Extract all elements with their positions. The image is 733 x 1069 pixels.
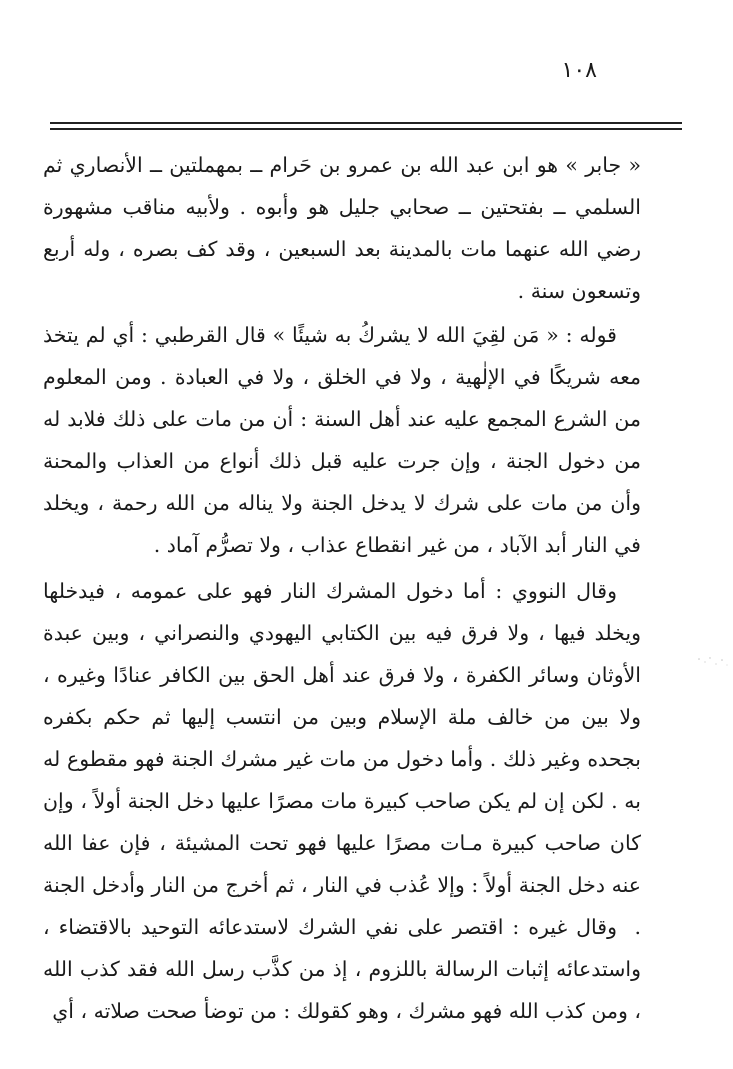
paragraph-text: قوله : « مَن لقِيَ الله لا يشركُ به شيئًا » قال القرطبي : أي لم يتخذ معه شريكًا في الإلٰهية ، ولا في الخلق ، ولا في العبادة . ومن المعلوم من الشرع المجمع عليه عند أهل السنة : أن من مات على ذلك فلابد له من دخول الجنة ، وإن جرت عليه قبل ذلك أنواع من العذاب والمحنة وأن من مات على شرك لا يدخل الجنة ولا يناله من الله رحمة ، ويخلد في النار أبد الآباد ، من غير انقطاع عذاب ، ولا تصرُّم آماد . bbox=[43, 323, 641, 557]
paragraph-text: وقال غيره : اقتصر على نفي الشرك لاستدعائه التوحيد بالاقتضاء ، واستدعائه إثبات الرسالة باللزوم ، إذ من كذَّب رسل الله فقد كذب الله ، ومن كذب الله فهو مشرك ، وهو كقولك : من توضأ صحت صلاته ، أي bbox=[43, 915, 641, 1023]
paragraph-text: « جابر » هو ابن عبد الله بن عمرو بن حَرام ــ بمهملتين ــ الأنصاري ثم السلمي ــ بفتحتين ــ صحابي جليل هو وأبوه . ولأبيه مناقب مشهورة رضي الله عنهما مات بالمدينة بعد السبعين ، وقد كف بصره ، وله أربع وتسعون سنة . bbox=[43, 153, 641, 303]
scan-noise-marks bbox=[695, 653, 731, 671]
page-number: ١٠٨ bbox=[561, 58, 597, 83]
header-rule-top bbox=[50, 122, 682, 124]
paragraph-others bbox=[43, 906, 641, 1032]
paragraph-qurtubi bbox=[43, 314, 641, 566]
header-rule-bottom bbox=[50, 128, 682, 130]
paragraph-nawawi bbox=[43, 570, 641, 948]
paragraph-text: وقال النووي : أما دخول المشرك النار فهو على عمومه ، فيدخلها ويخلد فيها ، ولا فرق فيه بين الكتابي اليهودي والنصراني ، وبين عبدة الأوثان وسائر الكفرة ، ولا فرق عند أهل الحق بين الكافر عنادًا وغيره ، ولا بين من خالف ملة الإسلام وبين من انتسب إليها ثم حكم بكفره بجحده وغير ذلك . وأما دخول من مات غير مشرك الجنة فهو مقطوع له به . لكن إن لم يكن صاحب كبيرة مات مصرًا عليها دخل الجنة أولاً ، وإن كان صاحب كبيرة مـات مصرًا عليها فهو تحت المشيئة ، فإن عفا الله عنه دخل الجنة أولاً : وإلا عُذب في النار ، ثم أخرج من النار وأدخل الجنة . bbox=[43, 579, 641, 939]
paragraph-jabir bbox=[43, 144, 641, 312]
